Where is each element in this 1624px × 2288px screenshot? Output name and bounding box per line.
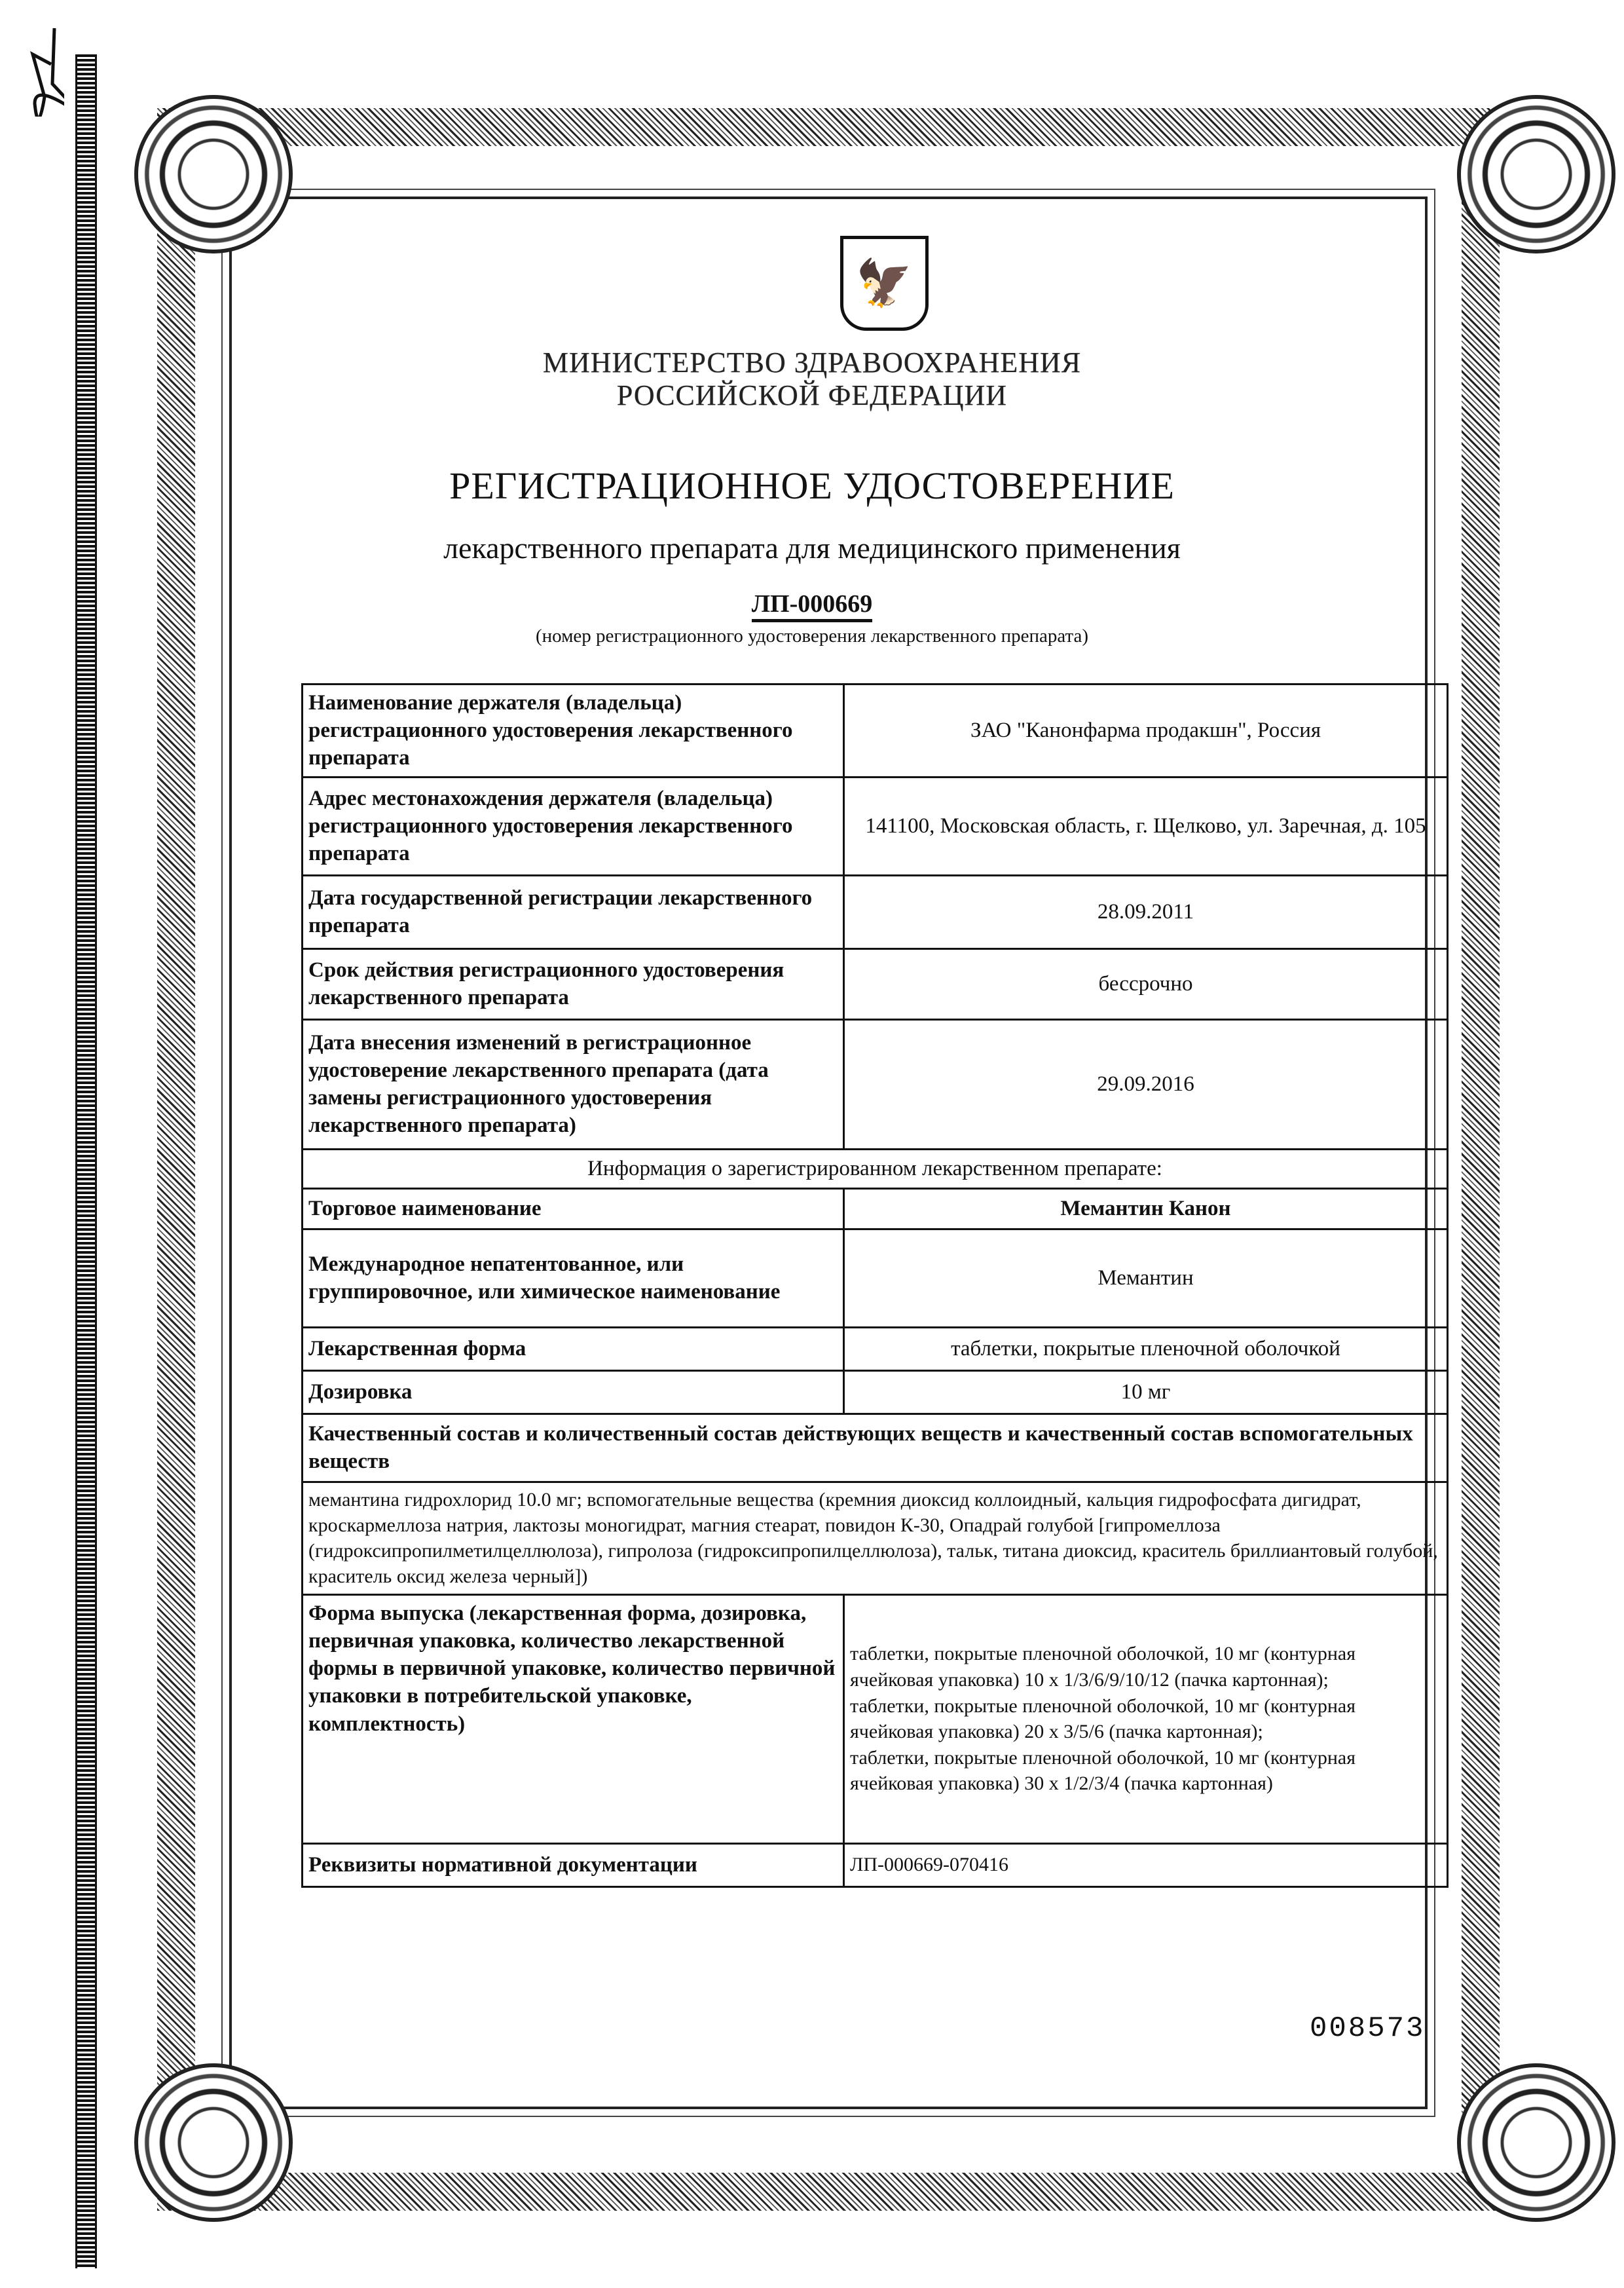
row-label: Дата внесения изменений в регистрационное удостоверение лекарственного препарата (дата замены регистрационного удостоверения лекарственного препарата) <box>303 1019 844 1149</box>
normative-docs-value: ЛП-000669-070416 <box>844 1843 1448 1886</box>
dosage-form-value: таблетки, покрытые пленочной оболочкой <box>844 1327 1448 1370</box>
table-row <box>303 1229 1448 1327</box>
signature-mark <box>25 25 64 117</box>
table-row <box>303 1482 1448 1594</box>
change-date-value: 29.09.2016 <box>844 1019 1448 1149</box>
inn-value: Мемантин <box>844 1229 1448 1327</box>
table-row <box>303 1594 1448 1843</box>
composition-text: мемантина гидрохлорид 10.0 мг; вспомогательные вещества (кремния диоксид коллоидный, кальция гидрофосфата дигидрат, кроскармеллоза натрия, лактозы моногидрат, магния стеарат, повидон К-30, Опадрай голубой [гипромеллоза (гидроксипропилметилцеллюлоза), гипролоза (гидроксипропилцеллюлоза), тальк, титана диоксид, краситель бриллиантовый голубой, краситель оксид железа черный]) <box>303 1482 1448 1594</box>
row-label: Адрес местонахождения держателя (владельца) регистрационного удостоверения лекарственного препарата <box>303 777 844 875</box>
corner-rosette-icon <box>1457 95 1615 253</box>
certificate-table <box>301 683 1449 1888</box>
coat-of-arms-icon: 🦅 <box>840 236 929 331</box>
release-form-line: таблетки, покрытые пленочной оболочкой, 10 мг (контурная ячейковая упаковка) 30 x 1/2/3/4 (пачка картонная) <box>850 1746 1356 1795</box>
table-row <box>303 1188 1448 1229</box>
table-row <box>303 1327 1448 1370</box>
trade-name-value: Мемантин Канон <box>844 1188 1448 1229</box>
row-label: Международное непатентованное, или группировочное, или химическое наименование <box>303 1229 844 1327</box>
ministry-name-line2: РОССИЙСКОЙ ФЕДЕРАЦИИ <box>616 379 1008 411</box>
corner-rosette-icon <box>134 95 293 253</box>
corner-rosette-icon <box>134 2063 293 2222</box>
registration-number-caption: (номер регистрационного удостоверения лекарственного препарата) <box>535 626 1089 647</box>
row-label: Реквизиты нормативной документации <box>303 1843 844 1886</box>
table-row <box>303 1370 1448 1414</box>
release-form-line: таблетки, покрытые пленочной оболочкой, 10 мг (контурная ячейковая упаковка) 20 x 3/5/6 (пачка картонная); <box>850 1695 1356 1743</box>
table-row <box>303 1149 1448 1188</box>
table-row <box>303 1843 1448 1886</box>
holder-name-value: ЗАО "Канонфарма продакшн", Россия <box>844 685 1448 778</box>
row-label: Лекарственная форма <box>303 1327 844 1370</box>
corner-rosette-icon <box>1457 2063 1615 2222</box>
registration-number <box>0 590 1624 618</box>
dosage-value: 10 мг <box>844 1370 1448 1414</box>
validity-value: бессрочно <box>844 948 1448 1019</box>
registration-number-value: ЛП-000669 <box>752 590 873 622</box>
release-form-line: таблетки, покрытые пленочной оболочкой, 10 мг (контурная ячейковая упаковка) 10 x 1/3/6/9/10/12 (пачка картонная); <box>850 1643 1356 1691</box>
ministry-name-line1: МИНИСТЕРСТВО ЗДРАВООХРАНЕНИЯ <box>542 347 1082 379</box>
document-subtitle: лекарственного препарата для медицинского применения <box>443 531 1181 565</box>
table-row <box>303 875 1448 948</box>
holder-address-value: 141100, Московская область, г. Щелково, ул. Заречная, д. 105 <box>844 777 1448 875</box>
release-form-value <box>844 1594 1448 1843</box>
table-row <box>303 1019 1448 1149</box>
info-heading: Информация о зарегистрированном лекарственном препарате: <box>303 1149 1448 1188</box>
table-row <box>303 948 1448 1019</box>
row-label: Дата государственной регистрации лекарственного препарата <box>303 875 844 948</box>
table-row <box>303 685 1448 778</box>
registration-date-value: 28.09.2011 <box>844 875 1448 948</box>
row-label: Наименование держателя (владельца) регистрационного удостоверения лекарственного препарата <box>303 685 844 778</box>
row-label: Форма выпуска (лекарственная форма, дозировка, первичная упаковка, количество лекарственной формы в первичной упаковке, количество первичной упаковки в потребительской упаковке, комплектность) <box>303 1594 844 1843</box>
serial-number: 008573 <box>1310 2012 1426 2045</box>
table-row <box>303 777 1448 875</box>
document-title: РЕГИСТРАЦИОННОЕ УДОСТОВЕРЕНИЕ <box>449 464 1175 507</box>
row-label: Торговое наименование <box>303 1188 844 1229</box>
row-label: Срок действия регистрационного удостоверения лекарственного препарата <box>303 948 844 1019</box>
row-label: Дозировка <box>303 1370 844 1414</box>
composition-heading: Качественный состав и количественный состав действующих веществ и качественный состав вспомогательных веществ <box>303 1414 1448 1482</box>
table-row <box>303 1414 1448 1482</box>
